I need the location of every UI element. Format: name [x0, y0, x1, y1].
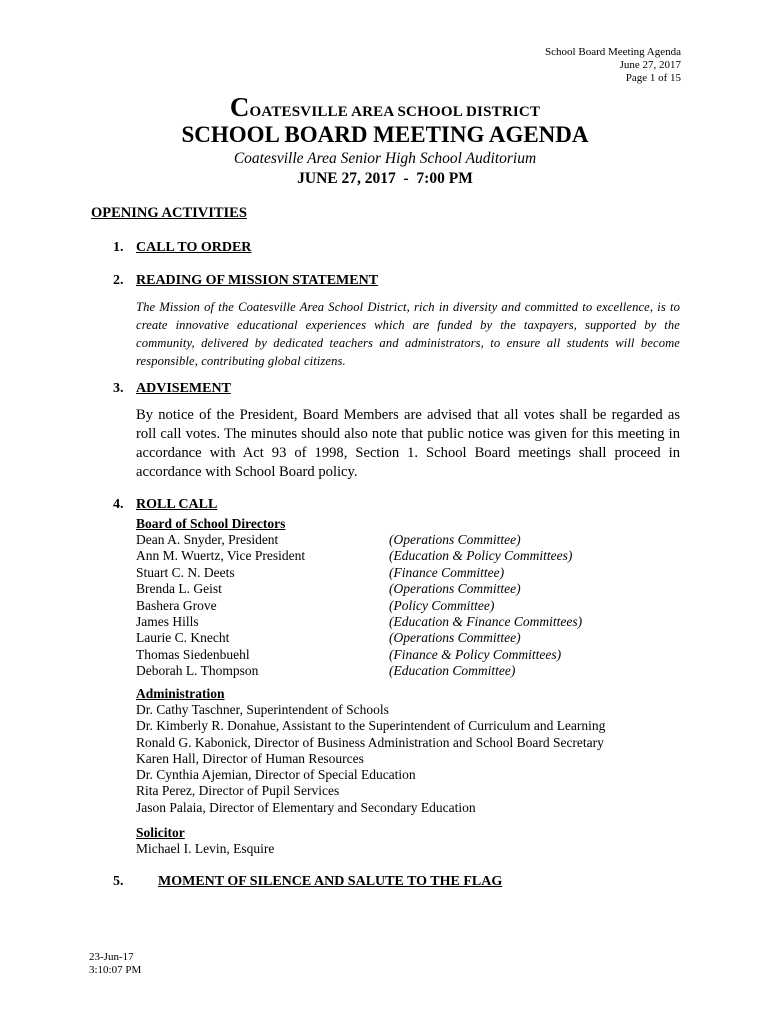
member-committee: (Education & Policy Committees) [389, 548, 573, 564]
member-committee: (Operations Committee) [389, 630, 521, 646]
member-committee: (Finance Committee) [389, 564, 505, 580]
board-member-row [136, 630, 686, 646]
board-member-row [136, 548, 686, 564]
item-title-advisement: ADVISEMENT [136, 381, 231, 396]
advisement-text: By notice of the President, Board Members are advised that all votes shall be regarded as roll call votes. The minutes should also note that public notice was given for this meeting in accordance with Act 93 of 1998, Section 1. School Board meetings shall proceed in accordance with School Board policy. [136, 407, 680, 480]
member-committee: (Finance & Policy Committees) [389, 646, 562, 662]
board-member-row [136, 614, 686, 630]
item-title-mission: READING OF MISSION STATEMENT [136, 273, 379, 288]
member-name: James Hills [136, 614, 199, 630]
item-number: 2. [113, 273, 124, 288]
footer-date: 23-Jun-17 [89, 951, 134, 963]
header-doc-label: School Board Meeting Agenda [545, 46, 681, 58]
item-number: 5. [113, 874, 124, 889]
board-member-row [136, 663, 686, 679]
district-rest: OATESVILLE AREA SCHOOL DISTRICT [249, 104, 541, 120]
board-member-row [136, 532, 686, 548]
section-heading: OPENING ACTIVITIES [91, 205, 247, 221]
administrator: Dr. Kimberly R. Donahue, Assistant to the Superintendent of Curriculum and Learning [136, 718, 606, 734]
item-title-roll-call: ROLL CALL [136, 497, 218, 512]
solicitor-heading: Solicitor [136, 825, 185, 840]
meeting-datetime: JUNE 27, 2017 - 7:00 PM [297, 170, 473, 187]
member-committee: (Operations Committee) [389, 532, 521, 547]
board-member-row [136, 565, 686, 581]
member-committee: (Policy Committee) [389, 597, 495, 613]
administration-list [136, 702, 605, 816]
running-header [545, 46, 681, 85]
administrator: Ronald G. Kabonick, Director of Business Administration and School Board Secretary [136, 734, 604, 750]
member-name: Dean A. Snyder, President [136, 532, 279, 547]
administrator: Rita Perez, Director of Pupil Services [136, 783, 340, 799]
board-member-row [136, 598, 686, 614]
meeting-venue: Coatesville Area Senior High School Auditorium [233, 150, 537, 167]
member-name: Bashera Grove [136, 597, 217, 613]
member-committee: (Operations Committee) [389, 581, 521, 597]
member-name: Ann M. Wuertz, Vice President [136, 548, 306, 564]
administrator: Karen Hall, Director of Human Resources [136, 750, 364, 766]
board-member-row [136, 581, 686, 597]
administrator: Jason Palaia, Director of Elementary and Secondary Education [136, 799, 476, 815]
member-name: Brenda L. Geist [136, 581, 222, 597]
member-committee: (Education & Finance Committees) [389, 614, 583, 630]
administrator: Dr. Cathy Taschner, Superintendent of Schools [136, 702, 389, 717]
item-title-call-to-order: CALL TO ORDER [136, 240, 252, 255]
solicitor-name: Michael I. Levin, Esquire [136, 841, 275, 856]
member-name: Stuart C. N. Deets [136, 564, 235, 580]
board-member-row [136, 647, 686, 663]
item-number: 4. [113, 497, 124, 512]
district-initial: C [229, 92, 250, 122]
header-date: June 27, 2017 [619, 59, 681, 71]
header-page-number: Page 1 of 15 [625, 72, 681, 84]
member-name: Thomas Siedenbuehl [136, 646, 250, 662]
item-number: 3. [113, 381, 124, 396]
board-members-list [136, 532, 686, 680]
administrator: Dr. Cynthia Ajemian, Director of Special Education [136, 767, 416, 783]
administration-heading: Administration [136, 686, 225, 701]
member-committee: (Education Committee) [389, 663, 516, 679]
member-name: Laurie C. Knecht [136, 630, 230, 646]
agenda-title: SCHOOL BOARD MEETING AGENDA [181, 122, 589, 147]
district-name [0, 92, 770, 123]
mission-statement: The Mission of the Coatesville Area School District, rich in diversity and committed to excellence, is to create innovative educational experiences which are funded by the taxpayers, supported by the community, delivered by dedicated teachers and administrators, to ensure all students will become responsible, contributing global citizens. [136, 300, 680, 368]
member-name: Deborah L. Thompson [136, 663, 259, 679]
footer-timestamp [89, 951, 141, 977]
board-heading: Board of School Directors [136, 516, 286, 531]
item-number: 1. [113, 240, 124, 255]
item-title-moment-of-silence: MOMENT OF SILENCE AND SALUTE TO THE FLAG [158, 874, 503, 889]
footer-time: 3:10:07 PM [89, 964, 142, 976]
